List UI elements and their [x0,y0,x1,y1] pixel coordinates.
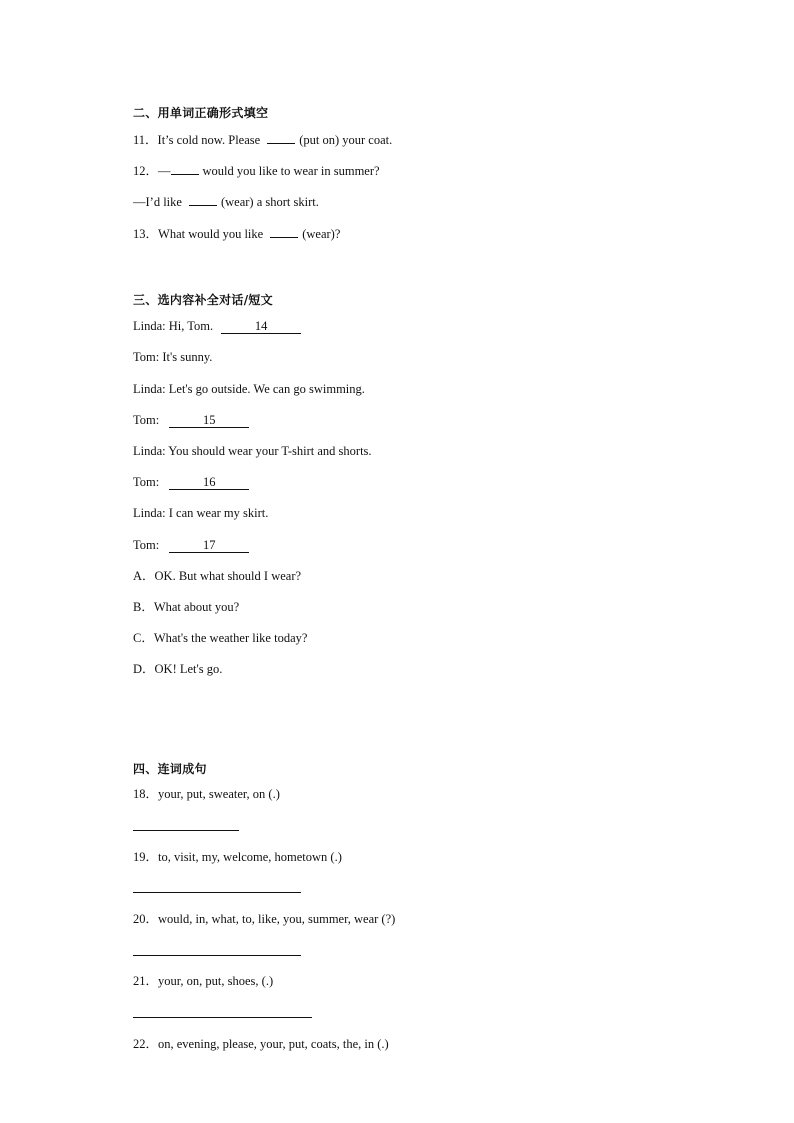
question-12 [133,162,380,179]
question-19-answer-line[interactable] [133,892,301,893]
dialogue-line-4 [133,412,253,428]
question-13-blank[interactable] [270,225,298,238]
question-19: 19．to, visit, my, welcome, hometown (.) [133,850,342,864]
question-18-answer-line[interactable] [133,830,239,831]
question-12-blank[interactable] [171,162,199,175]
dialogue-line-8 [133,537,253,553]
question-11-blank[interactable] [267,131,295,144]
question-12-reply-text-a: —I’d like [133,195,182,209]
question-11-text-a: It’s cold now. Please [157,133,261,147]
dialogue-blank-17[interactable]: 17 [169,538,249,553]
question-22: 22．on, evening, please, your, put, coats, the, in (.) [133,1037,389,1051]
option-b: B．What about you? [133,600,240,614]
option-c: C．What's the weather like today? [133,631,308,645]
question-12-number: 12． [133,164,159,178]
dialogue-line-8-text: Tom: [133,538,160,552]
question-11 [133,131,392,148]
question-13-text-a: What would you like [158,227,264,241]
dialogue-line-4-text: Tom: [133,413,160,427]
dialogue-blank-14[interactable]: 14 [221,319,301,334]
question-12-reply [133,193,319,210]
dialogue-line-1-text: Linda: Hi, Tom. [133,319,214,333]
question-13-text-b: (wear)? [302,227,341,241]
section-4-heading: 四、连词成句 [133,762,207,776]
option-d: D．OK! Let's go. [133,662,223,676]
question-12-reply-blank[interactable] [189,193,217,206]
question-20-answer-line[interactable] [133,955,301,956]
question-13 [133,225,340,242]
dialogue-line-6-text: Tom: [133,475,160,489]
dialogue-line-5: Linda: You should wear your T-shirt and shorts. [133,444,372,458]
dialogue-line-3: Linda: Let's go outside. We can go swimming. [133,382,365,396]
question-21-answer-line[interactable] [133,1017,312,1018]
option-a: A．OK. But what should I wear? [133,569,302,583]
section-2-heading: 二、用单词正确形式填空 [133,106,269,120]
dialogue-line-7: Linda: I can wear my skirt. [133,506,269,520]
dialogue-line-6 [133,474,253,490]
dialogue-blank-15[interactable]: 15 [169,413,249,428]
question-20: 20．would, in, what, to, like, you, summer, wear (?) [133,912,396,926]
section-3-heading: 三、选内容补全对话/短文 [133,293,273,307]
dialogue-blank-16[interactable]: 16 [169,475,249,490]
question-18: 18．your, put, sweater, on (.) [133,787,280,801]
question-21: 21．your, on, put, shoes, (.) [133,974,274,988]
question-13-number: 13． [133,227,159,241]
dialogue-line-1 [133,318,305,334]
dialogue-line-2: Tom: It's sunny. [133,350,213,364]
question-11-text-b: (put on) your coat. [299,133,393,147]
question-12-text-b: would you like to wear in summer? [202,164,380,178]
question-11-number: 11． [133,133,158,147]
question-12-reply-text-b: (wear) a short skirt. [220,195,319,209]
question-12-dash: — [158,164,171,178]
